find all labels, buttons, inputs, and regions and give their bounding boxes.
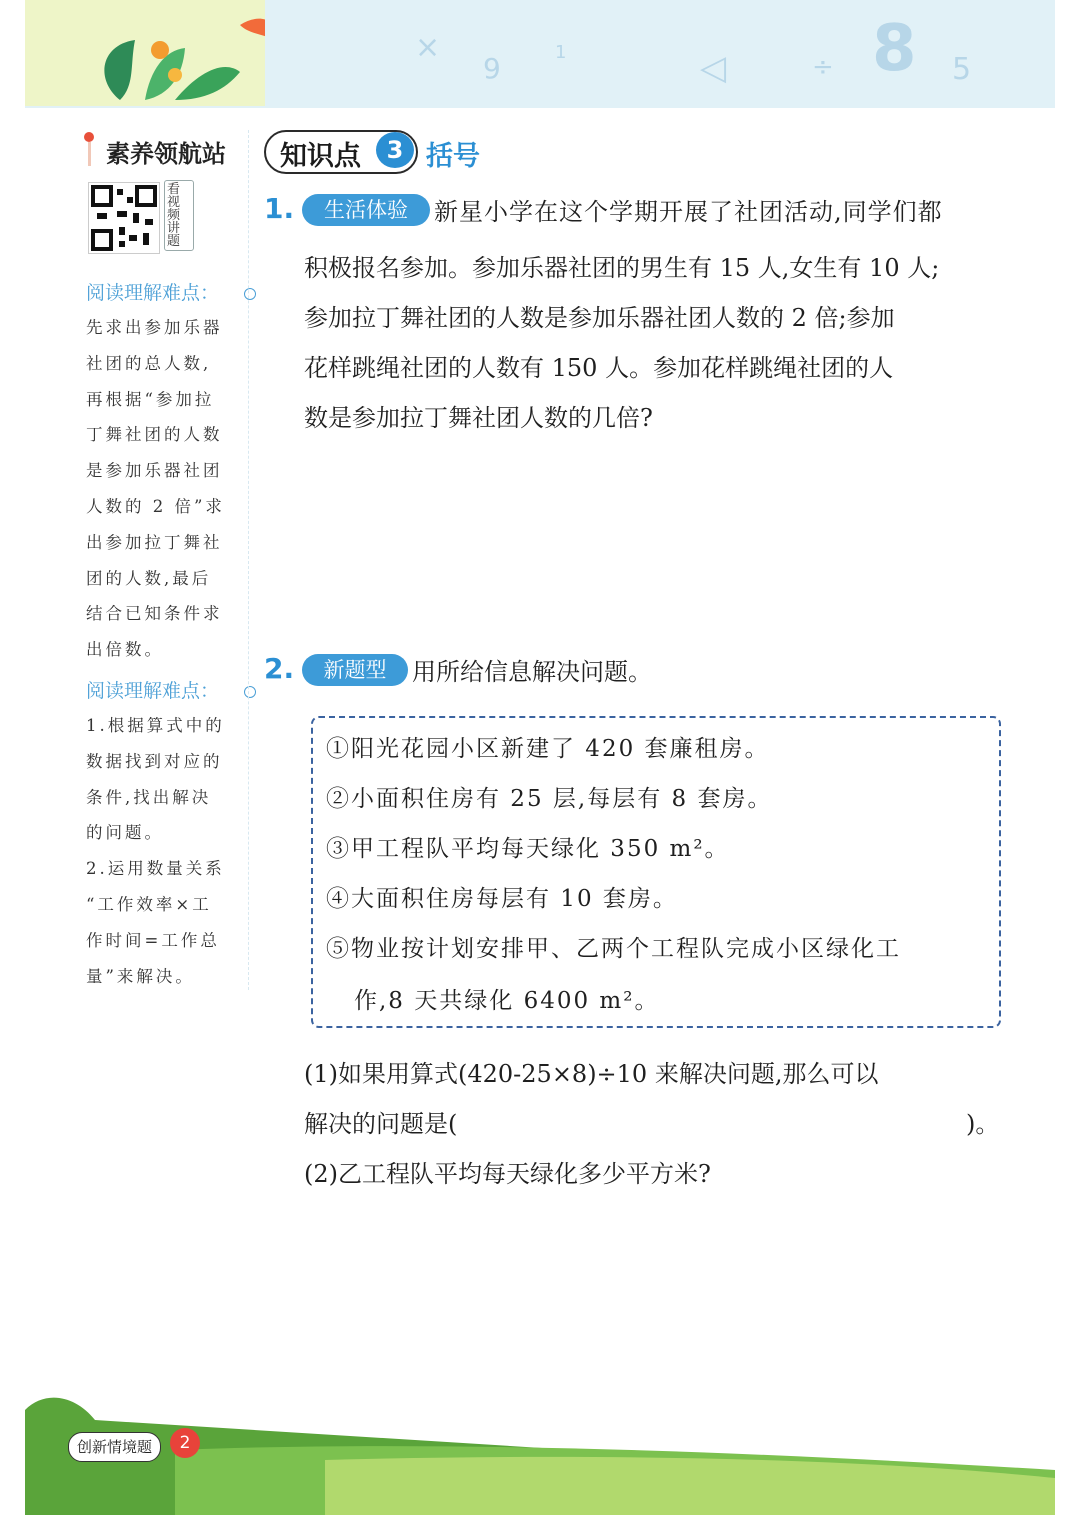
header-leaf-panel [25, 0, 265, 106]
subquestion1-line2-end: )。 [966, 1110, 1000, 1138]
deco-five: 5 [952, 52, 972, 87]
deco-one: 1 [555, 42, 567, 63]
tip1-heading: 阅读理解难点： [86, 282, 220, 304]
leaf-illustration [25, 0, 265, 106]
tip1-text: 先求出参加乐器 社团的总人数, 再根据“参加拉 丁舞社团的人数 是参加乐器社团 人数的 2 倍”求 出参加拉丁舞社 团的人数,最后 结合已知条件求 出倍数。 [86, 318, 225, 660]
deco-divide: ÷ [812, 52, 834, 82]
info-item: ④大面积住房每层有 10 套房。 [326, 886, 678, 912]
sidebar-divider [248, 130, 249, 990]
info-item: 作,8 天共绿化 6400 m²。 [354, 988, 660, 1014]
tip1-bullet-icon [244, 288, 256, 300]
qr-video-label: 看视频讲题 [164, 180, 194, 251]
tip2-heading: 阅读理解难点： [86, 680, 220, 702]
page-number: 2 [170, 1428, 200, 1458]
subquestion1-line2-start: 解决的问题是( [304, 1110, 458, 1138]
question1-line: 参加拉丁舞社团的人数是参加乐器社团人数的 2 倍;参加 [304, 304, 895, 332]
knowledge-point-number: 3 [376, 132, 414, 168]
question2-badge: 新题型 [302, 654, 408, 686]
subquestion2: (2)乙工程队平均每天绿化多少平方米? [304, 1160, 711, 1188]
sidebar-marker [88, 142, 91, 166]
question2-number: 2. [264, 652, 295, 685]
deco-nine: 9 [483, 52, 501, 85]
answer-blank[interactable] [488, 1128, 958, 1130]
info-item: ②小面积住房有 25 层,每层有 8 套房。 [326, 786, 773, 812]
question1-badge: 生活体验 [302, 194, 430, 226]
sidebar-title: 素养领航站 [106, 140, 226, 168]
question1-line: 花样跳绳社团的人数有 150 人。参加花样跳绳社团的人 [304, 354, 894, 382]
question2-first-line: 用所给信息解决问题。 [412, 658, 652, 686]
tip2-bullet-icon [244, 686, 256, 698]
knowledge-point-topic: 括号 [426, 141, 480, 172]
question1-line: 积极报名参加。参加乐器社团的男生有 15 人,女生有 10 人; [304, 254, 940, 282]
info-item: ③甲工程队平均每天绿化 350 m²。 [326, 836, 730, 862]
sidebar-dot-icon [84, 132, 94, 142]
qr-code-icon[interactable] [88, 182, 160, 254]
info-item: ①阳光花园小区新建了 420 套廉租房。 [326, 736, 770, 762]
tip2-text: 1.根据算式中的 数据找到对应的 条件,找出解决 的问题。 2.运用数量关系 “工作效率×工 作时间=工作总 量”来解决。 [86, 716, 225, 986]
deco-eight: 8 [872, 12, 917, 86]
deco-triangle: ◁ [700, 48, 727, 88]
footer-tag: 创新情境题 [68, 1432, 161, 1462]
info-item: ⑤物业按计划安排甲、乙两个工程队完成小区绿化工 [326, 936, 901, 962]
subquestion1-line1: (1)如果用算式(420-25×8)÷10 来解决问题,那么可以 [304, 1060, 879, 1088]
question1-first-line: 新星小学在这个学期开展了社团活动,同学们都 [434, 198, 943, 226]
deco-times: × [415, 30, 441, 65]
question1-line: 数是参加拉丁舞社团人数的几倍? [304, 404, 653, 432]
question1-number: 1. [264, 192, 295, 225]
knowledge-point-label: 知识点 [280, 141, 361, 172]
